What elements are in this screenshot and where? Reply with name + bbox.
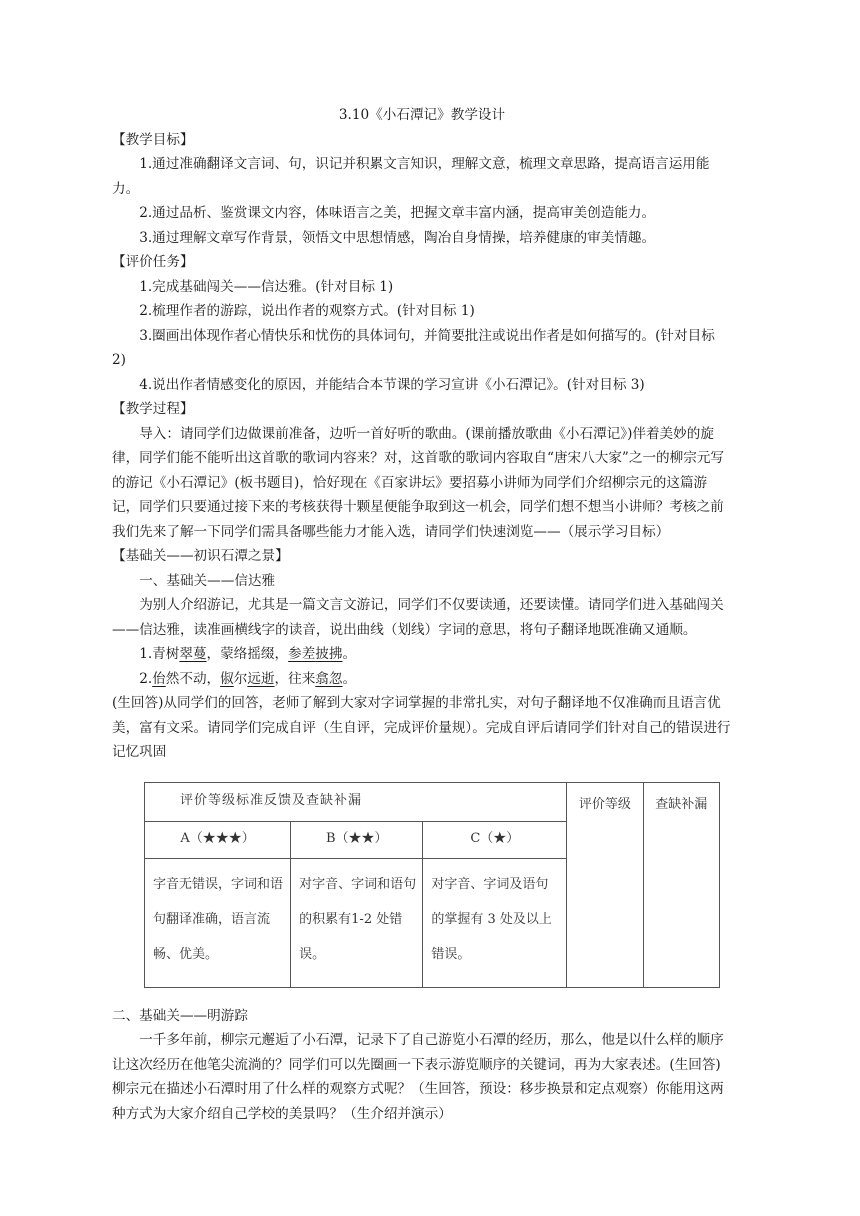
tour-paragraph: 一千多年前，柳宗元邂逅了小石潭，记录下了自己游览小石潭的经历，那么，他是以什么样的顺序让这次经历在他笔尖流淌的？同学们可以先圈画一下表示游览顺序的关键词，再为大家表述。(生回答)柳宗元在描述小石潭时用了什么样的观察方式呢？（生回答，预设：移步换景和定点观察）你能用这两种方式为大家介绍自己学校的美景吗？（生介绍并演示） [112,1032,724,1122]
intro-paragraph: 导入：请同学们边做课前准备，边听一首好听的歌曲。(课前播放歌曲《小石潭记》)伴着美妙的旋律，同学们能不能听出这首歌的歌词内容来？对，这首歌的歌词内容取自“唐宋八大家”之一的柳宗元写的游记《小石潭记》(板书题目)，恰好现在《百家讲坛》要招募小讲师为同学们介绍柳宗元的这篇游记，同学们只要通过接下来的考核获得十颗星便能争取到这一机会，同学们想不想当小讲师？考核之前我们先来了解一下同学们需具备哪些能力才能入选，请同学们快速浏览——（展示学习目标） [112,425,725,540]
doc-title: 3.10《小石潭记》教学设计 [338,107,506,123]
grade-b-desc: 对字音、字词和语句的积累有1-2 处错误。 [291,858,423,987]
table-header-grade: 评价等级 [567,782,643,987]
table-main-header: 评价等级标准反馈及查缺补漏 [145,782,567,821]
task-item: 4.说出作者情感变化的原因，并能结合本节课的学习宣讲《小石潭记》。(针对目标 3) [139,376,645,393]
basic-paragraph: 为别人介绍游记，尤其是一篇文言文游记，同学们不仅要读通，还要读懂。请同学们进入基础闯关——信达雅，读准画横线字的读音，说出曲线（划线）字词的意思，将句子翻译地既准确又通顺。 [112,597,724,638]
sentence-text: 尔 [233,670,248,687]
table-header-fill-gaps: 查缺补漏 [643,782,719,987]
grade-a-desc: 字音无错误，字词和语句翻译准确，语言流畅、优美。 [145,858,291,987]
sentence-text: ，往来 [274,670,316,687]
sentence-text: 1.青树 [139,646,180,662]
sentence-text: 。 [342,670,357,687]
underlined-word: 翕忽 [315,670,343,687]
sentence-1 [112,642,732,667]
tour-subheading: 二、基础关——明游踪 [112,1007,248,1024]
underlined-word: 佁 [152,670,166,687]
grade-c-desc: 对字音、字词及语句的掌握有 3 处及以上错误。 [423,858,567,987]
evaluation-table [144,782,720,988]
underlined-word: 俶 [220,670,234,687]
sentence-2 [112,667,732,692]
basic-subheading: 一、基础关——信达雅 [139,572,276,589]
grade-c: C（★） [423,821,567,858]
goal-item: 3.通过理解文章写作背景，领悟文中思想情感，陶冶自身情操，培养健康的审美情趣。 [139,229,656,246]
task-item: 2.梳理作者的游踪，说出作者的观察方式。(针对目标 1) [139,303,475,319]
sentence-text: 。 [342,646,357,662]
sentence-text: 然不动， [165,670,221,687]
goals-heading: 【教学目标】 [112,131,194,148]
underlined-word: 披拂 [315,646,343,662]
feedback-paragraph: (生回答)从同学们的回答，老师了解到大家对字词掌握的非常扎实，对句子翻译地不仅准确而且语言优美，富有文采。请同学们完成自评（生自评，完成评价量规）。完成自评后请同学们针对自己的错误进行记忆巩固 [112,695,731,760]
underlined-word: 远逝 [247,670,275,687]
goal-item: 2.通过品析、鉴赏课文内容，体味语言之美，把握文章丰富内涵，提高审美创造能力。 [139,205,656,221]
task-item: 3.圈画出体现作者心情快乐和忧伤的具体词句，并简要批注或说出作者是如何描写的。(针对目标 2) [112,327,715,368]
basic-heading: 【基础关——初识石潭之景】 [112,548,289,564]
underlined-word: 翠蔓 [179,646,207,662]
document-page [112,103,732,1126]
grade-a: A（★★★） [145,821,291,858]
process-heading: 【教学过程】 [112,401,194,417]
task-item: 1.完成基础闯关——信达雅。(针对目标 1) [139,278,394,295]
grade-b: B（★★） [291,821,423,858]
sentence-text: 2. [139,670,153,687]
underlined-word: 参差 [288,646,316,662]
goal-item: 1.通过准确翻译文言词、句，识记并积累文言知识，理解文意，梳理文章思路，提高语言运用能力。 [112,156,710,197]
sentence-text: ，蒙络摇缀， [206,646,289,662]
tasks-heading: 【评价任务】 [112,254,194,270]
